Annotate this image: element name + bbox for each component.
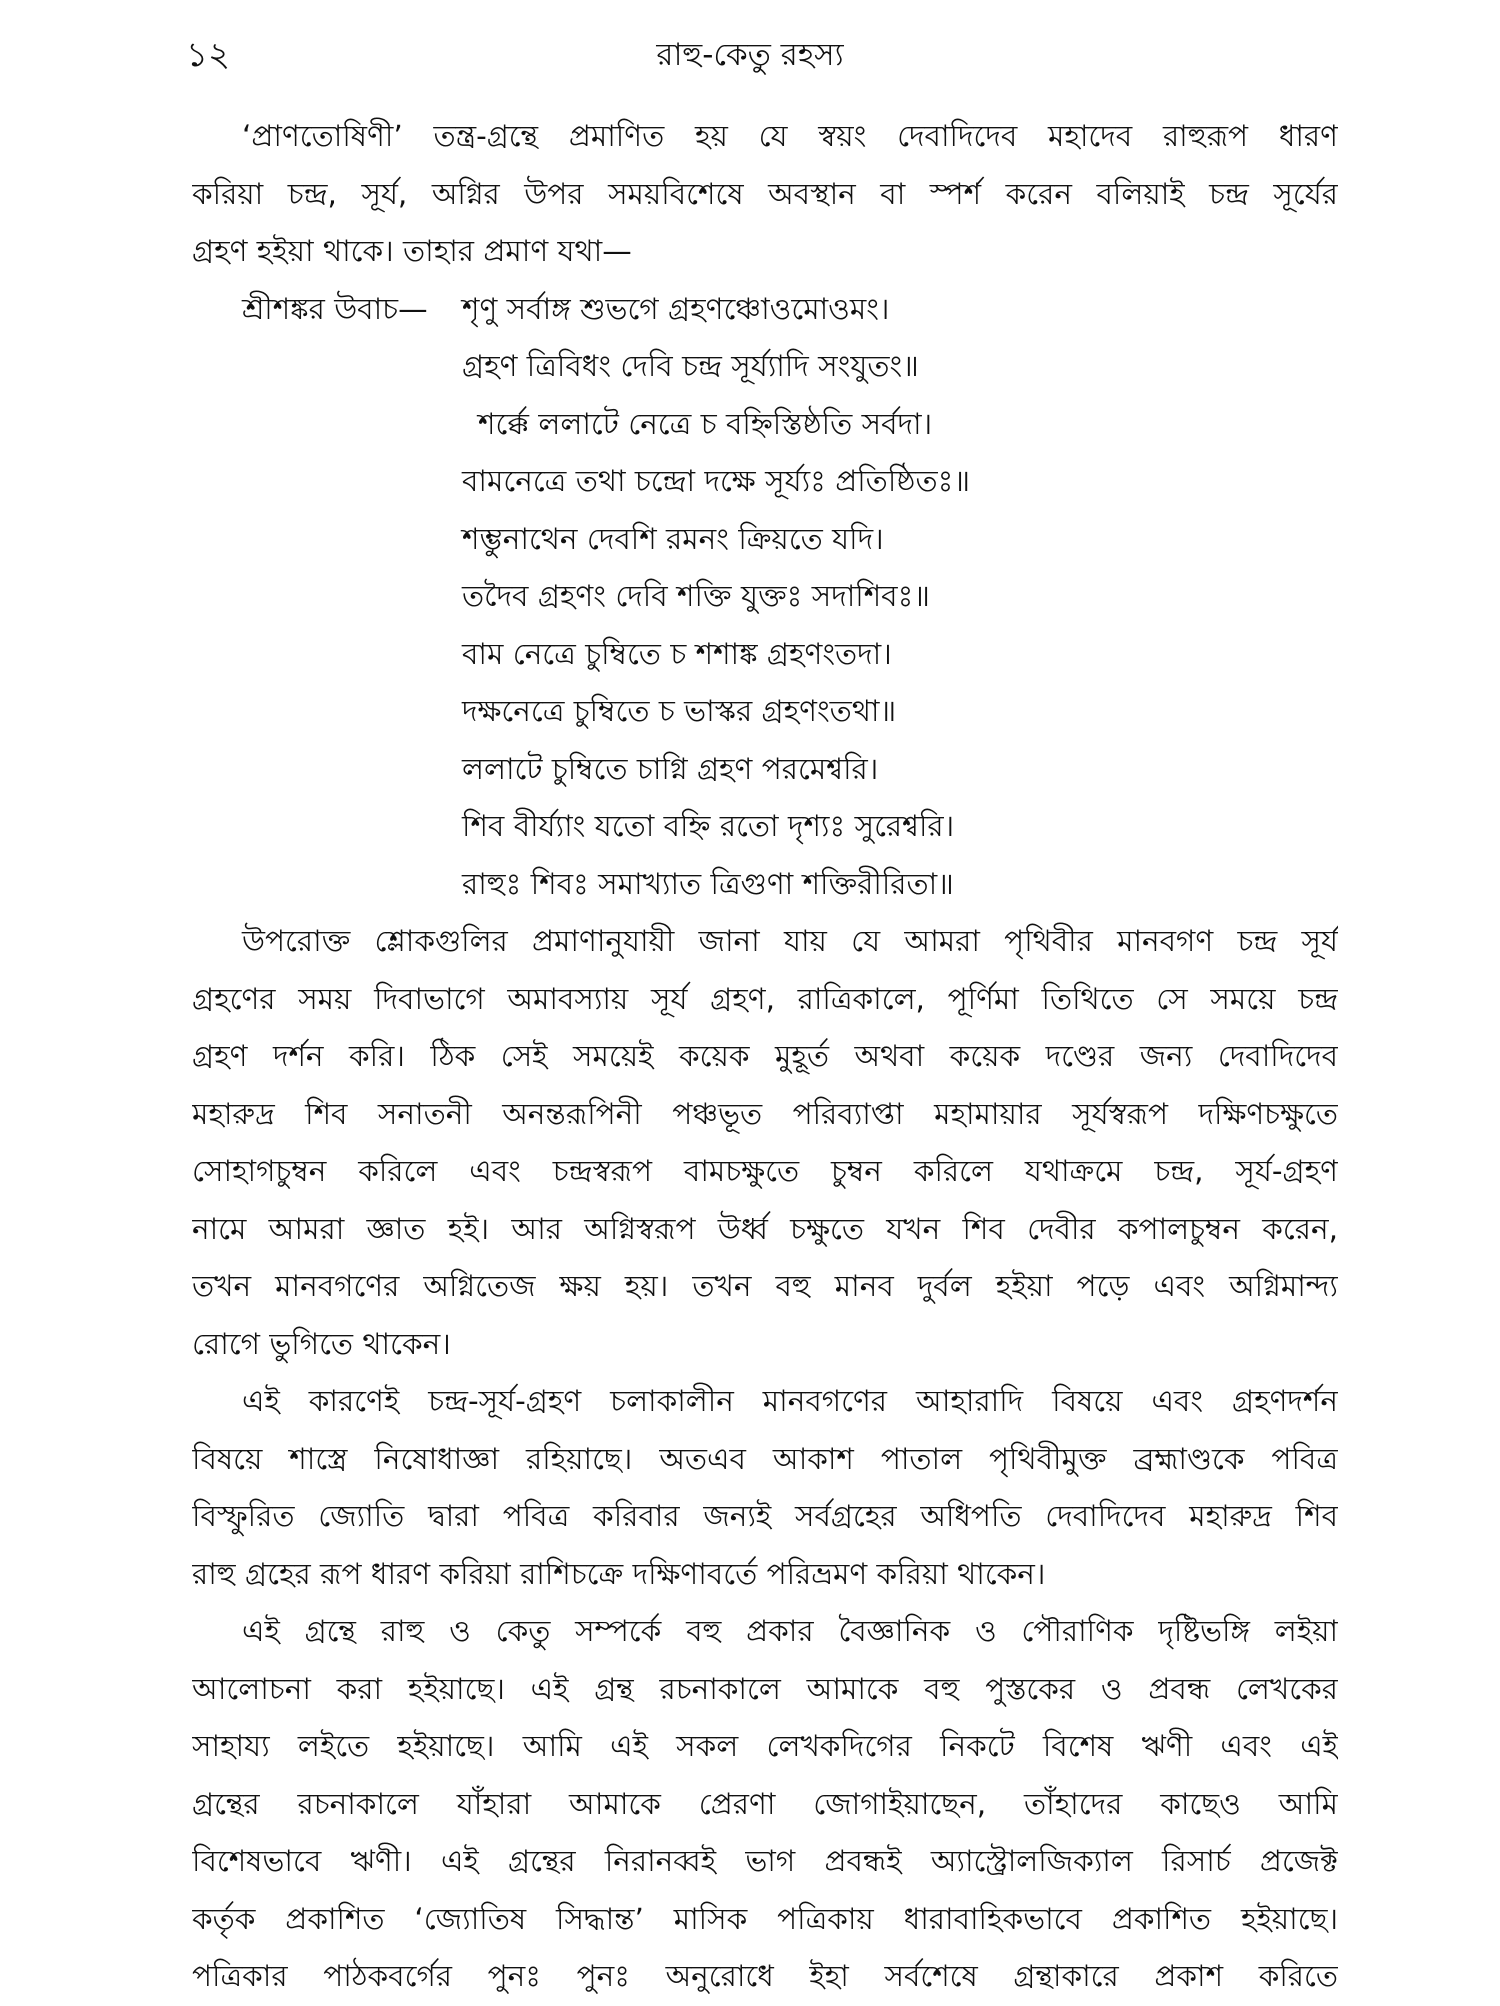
verse-text: ললাটে চুম্বিতে চাগ্নি গ্রহণ পরমেশ্বরি। (462, 751, 879, 786)
text-line: ‘প্রাণতোষিণী’ তন্ত্র-গ্রন্থে প্রমাণিত হয় যে স্বয়ং দেবাদিদেব মহাদেব রাহুরূপ ধারণ (242, 119, 1338, 153)
text-line: মহারুদ্র শিব সনাতনী অনন্তরূপিনী পঞ্চভূত পরিব্যাপ্তা মহামায়ার সূর্যস্বরূপ দক্ষিণচক্ষুতে (192, 1096, 1338, 1131)
verse-text: শৃণু সর্বাঙ্গ শুভগে গ্রহণঞ্চোওমোওমং। (462, 291, 890, 326)
text-line: এই কারণেই চন্দ্র-সূর্য-গ্রহণ চলাকালীন মানবগণের আহারাদি বিষয়ে এবং গ্রহণদর্শন (242, 1384, 1338, 1418)
verse-line (192, 568, 1338, 626)
text-line: উপরোক্ত শ্লোকগুলির প্রমাণানুযায়ী জানা যায় যে আমরা পৃথিবীর মানবগণ চন্দ্র সূর্য (242, 924, 1338, 958)
text-line: তখন মানবগণের অগ্নিতেজ ক্ষয় হয়। তখন বহু মানব দুর্বল হইয়া পড়ে এবং অগ্নিমান্দ্য (192, 1269, 1338, 1303)
text-line: সাহায্য লইতে হইয়াছে। আমি এই সকল লেখকদিগের নিকটে বিশেষ ঋণী এবং এই (192, 1729, 1338, 1763)
text-line: নামে আমরা জ্ঞাত হই। আর অগ্নিস্বরূপ উর্ধ্ব চক্ষুতে যখন শিব দেবীর কপালচুম্বন করেন, (192, 1211, 1338, 1246)
text-line: রাহু গ্রহের রূপ ধারণ করিয়া রাশিচক্রে দক্ষিণাবর্তে পরিভ্রমণ করিয়া থাকেন। (192, 1556, 1046, 1591)
verse-line (192, 511, 1338, 569)
verse-text: শর্ক্কে ললাটে নেত্রে চ বহ্নিস্তিষ্ঠতি সর্বদা। (478, 406, 933, 441)
page-body (192, 108, 1338, 2006)
verse-line (192, 683, 1338, 741)
verse-line (192, 626, 1338, 684)
text-line: সোহাগচুম্বন করিলে এবং চন্দ্রস্বরূপ বামচক্ষুতে চুম্বন করিলে যথাক্রমে চন্দ্র, সূর্য-গ্রহণ (192, 1154, 1338, 1188)
text-line: পত্রিকার পাঠকবর্গের পুনঃ পুনঃ অনুরোধে ইহা সর্বশেষে গ্রন্থাকারে প্রকাশ করিতে (192, 1959, 1338, 1993)
verse-text: রাহুঃ শিবঃ সমাখ্যাত ত্রিগুণা শক্তিরীরিতা॥ (462, 866, 954, 901)
verse-text: শম্ভুনাথেন দেবশি রমনং ক্রিয়তে যদি। (462, 521, 884, 556)
text-line: করিয়া চন্দ্র, সূর্য, অগ্নির উপর সময়বিশেষে অবস্থান বা স্পর্শ করেন বলিয়াই চন্দ্র সূর্যের (192, 176, 1338, 211)
verse-text: তদৈব গ্রহণং দেবি শক্তি যুক্তঃ সদাশিবঃ॥ (462, 579, 930, 613)
verse-line (192, 798, 1338, 856)
text-line: কর্তৃক প্রকাশিত ‘জ্যোতিষ সিদ্ধান্ত’ মাসিক পত্রিকায় ধারাবাহিকভাবে প্রকাশিত হইয়াছে। (192, 1901, 1338, 1936)
text-line: গ্রহণ হইয়া থাকে। তাহার প্রমাণ যথা— (192, 234, 632, 268)
verse-text: বামনেত্রে তথা চন্দ্রো দক্ষে সূর্য্যঃ প্রতিষ্ঠিতঃ॥ (462, 464, 971, 498)
page-number: ১২ (186, 35, 231, 75)
text-line: বিশেষভাবে ঋণী। এই গ্রন্থের নিরানব্বই ভাগ প্রবন্ধই অ্যাস্ট্রোলজিক্যাল রিসার্চ প্রজেক্ট (192, 1844, 1338, 1878)
text-line: আলোচনা করা হইয়াছে। এই গ্রন্থ রচনাকালে আমাকে বহু পুস্তকের ও প্রবন্ধ লেখকের (192, 1671, 1338, 1706)
verse-line (192, 453, 1338, 511)
running-title: রাহু-কেতু রহস্য (656, 37, 844, 73)
text-line: এই গ্রন্থে রাহু ও কেতু সম্পর্কে বহু প্রকার বৈজ্ঞানিক ও পৌরাণিক দৃষ্টিভঙ্গি লইয়া (242, 1614, 1338, 1648)
verse-line (192, 338, 1338, 396)
verse-text: দক্ষনেত্রে চুম্বিতে চ ভাস্কর গ্রহণংতথা॥ (462, 694, 897, 728)
text-line: রোগে ভুগিতে থাকেন। (192, 1326, 451, 1361)
text-line: বিষয়ে শাস্ত্রে নিষোধাজ্ঞা রহিয়াছে। অতএব আকাশ পাতাল পৃথিবীমুক্ত ব্রহ্মাণ্ডকে পবিত্র (192, 1441, 1338, 1476)
verse-line (192, 741, 1338, 799)
verse-text: শিব বীর্য্যাং যতো বহ্নি রতো দৃশ্যঃ সুরেশ্বরি। (462, 809, 955, 843)
verse-speaker: শ্রীশঙ্কর উবাচ— (242, 291, 428, 326)
verse-line (192, 281, 1338, 339)
verse-text: গ্রহণ ত্রিবিধং দেবি চন্দ্র সূর্য্যাদি সংযুতং॥ (462, 349, 919, 383)
text-line: বিস্ফুরিত জ্যোতি দ্বারা পবিত্র করিবার জন্যই সর্বগ্রহের অধিপতি দেবাদিদেব মহারুদ্র শিব (192, 1499, 1338, 1533)
text-line: গ্রন্থের রচনাকালে যাঁহারা আমাকে প্রেরণা জোগাইয়াছেন, তাঁহাদের কাছেও আমি (192, 1786, 1338, 1821)
text-line: গ্রহণের সময় দিবাভাগে অমাবস্যায় সূর্য গ্রহণ, রাত্রিকালে, পূর্ণিমা তিথিতে সে সময়ে চন্দ্র (192, 981, 1338, 1016)
verse-line (192, 396, 1338, 454)
text-line: গ্রহণ দর্শন করি। ঠিক সেই সময়েই কয়েক মুহূর্ত অথবা কয়েক দণ্ডের জন্য দেবাদিদেব (192, 1039, 1338, 1073)
verse-line (192, 856, 1338, 914)
verse-text: বাম নেত্রে চুম্বিতে চ শশাঙ্ক গ্রহণংতদা। (462, 636, 892, 671)
